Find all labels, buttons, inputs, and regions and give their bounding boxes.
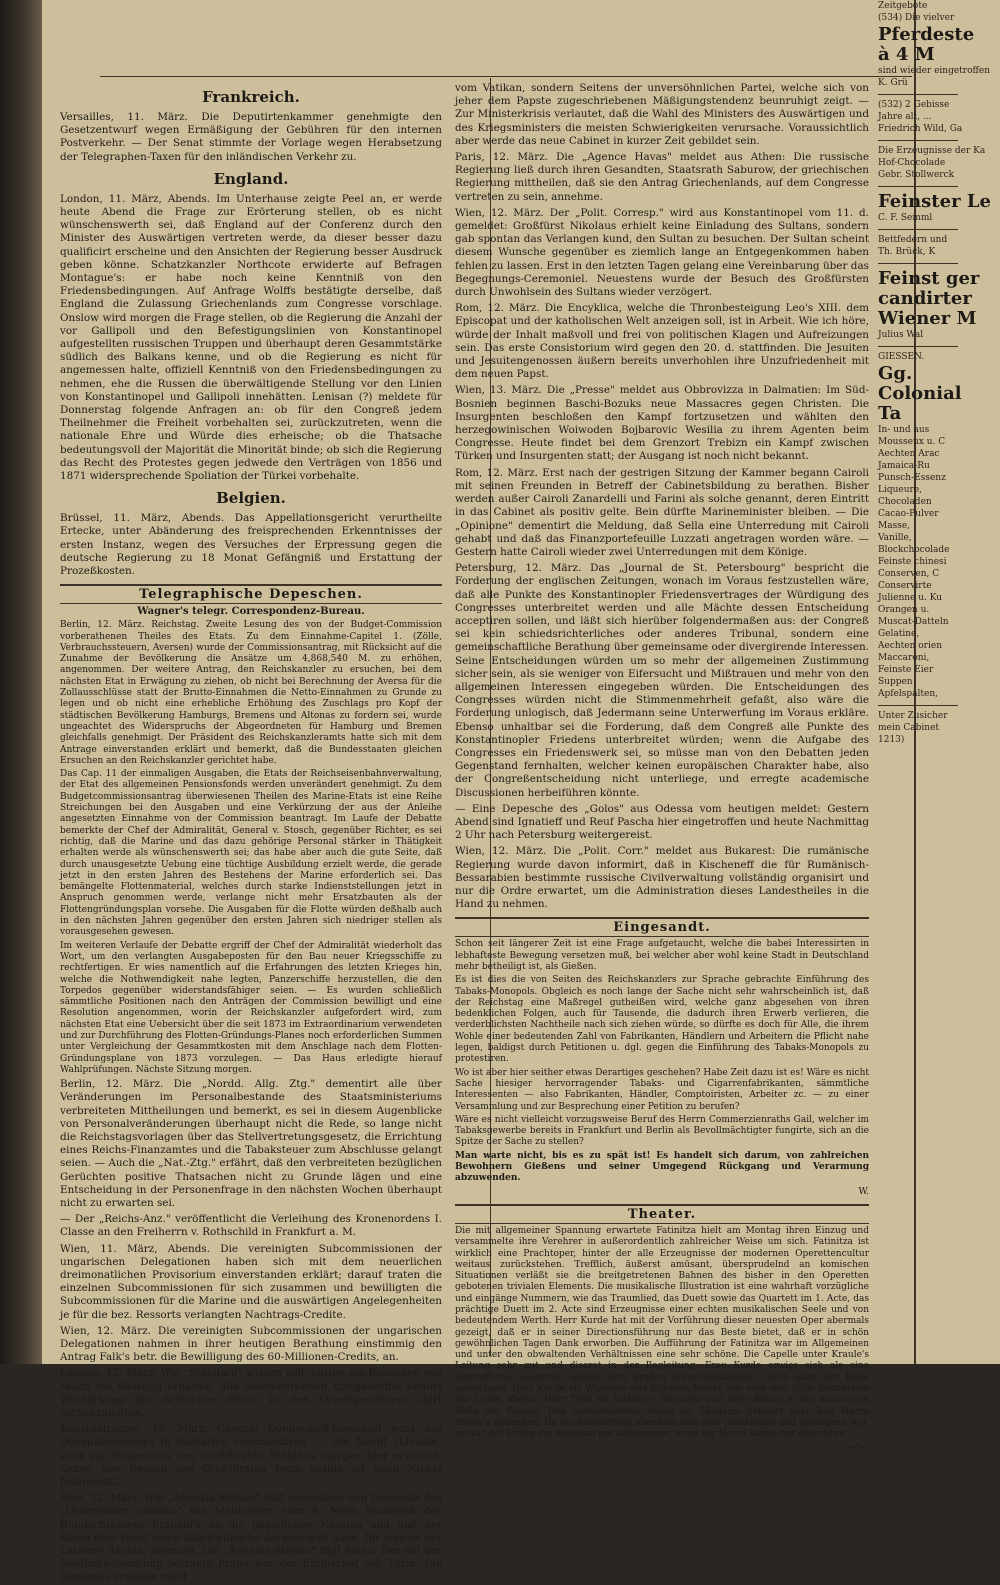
advertisement-line: à 4 M <box>878 44 935 65</box>
advertisement-line: Bettfedern und <box>878 235 948 245</box>
advertisement-line: candirter <box>878 288 972 309</box>
advertisement-line: Masse, <box>878 521 911 531</box>
advertisement-rule <box>878 229 958 230</box>
article-bruessel: Brüssel, 11. März, Abends. Das Appellationsgericht verurtheilte Ertecke, unter Abänderung des freisprechenden Erkenntnisses der ersten Instanz, wegen des Versuches der Erpressung gegen die deutsche Regierung zu 18 Monat Gefängniß und Erstattung der Prozeßkosten. <box>60 512 442 578</box>
section-heading-eingesandt: Eingesandt. <box>455 917 869 937</box>
article-wien-bukarest: Wien, 12. März. Die „Polit. Corr." meldet aus Bukarest: Die rumänische Regierung wurde davon informirt, daß in Kischeneff die für Rumänisch-Bessarabien bestimmte russische Civilverwaltung vollständig organisirt und nur die Ordre erwartet, um die Administration dieses Landestheiles in die Hand zu nehmen. <box>455 845 869 911</box>
advertisement-rule <box>878 705 958 706</box>
article-versailles: Versailles, 11. März. Die Deputirtenkammer genehmigte den Gesetzentwurf wegen Ermäßigung der Gebühren für den internen Postverkehr. — Der Senat stimmte der Vorlage wegen Herabsetzung der Telegraphen-Taxen für den inländischen Verkehr zu. <box>60 111 442 163</box>
advertisement-line: Hof-Chocolade <box>878 158 946 168</box>
advertisement-line: In- und aus <box>878 425 930 435</box>
advertisement-line: Vanille, <box>878 533 912 543</box>
middle-column <box>455 82 869 1453</box>
advertisement-line: Blockchocolade <box>878 545 950 555</box>
advertisement-line: Gg. <box>878 363 913 384</box>
advertisement-line: Friedrich Wild, Ga <box>878 124 963 134</box>
advertisement-line: Cacao-Pulver <box>878 509 939 519</box>
article-petersburg-golos: — Eine Depesche des „Golos" aus Odessa vom heutigen meldet: Gestern Abend sind Ignatieff und Reuf Pascha hier eingetroffen und heute Nachmittag 2 Uhr nach Petersburg weitergereist. <box>455 802 869 842</box>
advertisement-column <box>878 0 991 1364</box>
advertisement-line: Suppen <box>878 677 913 687</box>
letter-paragraph-5: Man warte nicht, bis es zu spät ist! Es handelt sich darum, von zahlreichen Bewohnern Gießens und seiner Umgegend Rückgang und Verarmung abzuwenden. <box>455 1150 869 1184</box>
advertisement-line: C. F. Semml <box>878 213 933 223</box>
advertisement-line: Punsch-Essenz <box>878 473 946 483</box>
letter-signature: W. <box>858 1186 869 1197</box>
advertisement-line: Aechten Arac <box>878 449 940 459</box>
article-berlin-nordd: Berlin, 12. März. Die „Nordd. Allg. Ztg." dementirt alle über Veränderungen im Personalbestande des Staatsministeriums verbreiteten Mittheilungen und bemerkt, es sei in diesem Augenblicke von Personalveränderungen überhaupt nicht die Rede, so lange nicht die Reichstagsvorlagen über das Stellvertretungsgesetz, die Errichtung eines Reichs-Finanzamtes und die Tabaksteuer zum Abschlusse gelangt seien. — Auch die „Nat.-Ztg." erfährt, daß den verbreiteten bezüglichen Gerüchten positive Thatsachen nicht zu Grunde lägen und eine Entscheidung in der Personenfrage in den nächsten Wochen überhaupt nicht zu erwarten sei. <box>60 1078 442 1209</box>
article-london-12: London, 12. März. Wie „Standard" wissen will, hätten die Behörden von Malta die Weisung erhalten, alle heimkehrenden Kriegsschiffe behufs Verstärkung der britischen Flotte in den Orientgewässern dort zurückzuhalten. <box>60 1367 442 1420</box>
article-konstantinopel: Konstantinopel, 12. März. General Dondoukoff-Korsakoff wird das Occupationscorps in Bulgarien commandiren. — Die Nacht „Livadia" wird zur Disposition des Großfürsten Nikolaus morgen hier erwartet. Ueber den Besuch des Großfürsten beim Sultan ist noch Nichts festgesetzt. <box>60 1423 442 1489</box>
advertisement-line: Th. Brück, K <box>878 247 936 257</box>
section-heading-england: England. <box>213 169 289 188</box>
advertisement-line: Feinste Eier <box>878 665 934 675</box>
letter-paragraph-4: Wäre es nicht vielleicht vorzugsweise Beruf des Herrn Commerzienraths Gail, welcher im Tabaksgewerbe bereits in Frankfurt und Berlin als Bevollmächtigter fungirte, sich an die Spitze der Sache zu stellen? <box>455 1114 869 1148</box>
article-wien-presse: Wien, 13. März. Die „Presse" meldet aus Obbrovizza in Dalmatien: Im Süd-Bosnien beginnen Baschi-Bozuks neue Massacres gegen Christen. Die Insurgenten beschloßen den Kampf fortzusetzen und wählten den herzegowinischen Woiwoden Bojbarovic Wesilia zu ihrem Agenten beim Congresse. Heute findet bei dem Grenzort Trebizn ein Kampf zwischen Türken und Insurgenten statt; der Ausgang ist noch nicht bekannt. <box>455 384 869 463</box>
article-rom-cabinet: Rom, 12. März. Erst nach der gestrigen Sitzung der Kammer begann Cairoli mit seinen Freunden in Betreff der Cabinetsbildung zu berathen. Bisher werden außer Cairoli Zanardelli und Farini als solche genannt, deren Eintritt in das Cabinet als positiv gelte. Bein dürfte Marineminister bleiben. — Die „Opinione" dementirt die Meldung, daß Sella eine Unterredung mit Cairoli gehabt und daß das Finanzportefeuille Luzzati angetragen worden wäre. — Gestern hatte Cairoli wieder zwei Unterredungen mit dem Könige. <box>455 466 869 558</box>
advertisement-line: Liqueure, <box>878 485 923 495</box>
section-heading-telegraphische-depeschen: Telegraphische Depeschen. <box>60 584 442 604</box>
section-heading-theater: Theater. <box>455 1204 869 1224</box>
advertisement-line: Pferdeste <box>878 24 975 45</box>
advertisement-line: Chocoladen <box>878 497 932 507</box>
article-berlin-admiralitaet: Im weiteren Verlaufe der Debatte ergriff der Chef der Admiralität wiederholt das Wort, um den verlangten Ausgabeposten für den Bau neuer Kriegsschiffe zu rechtfertigen. Er wies namentlich auf die Erfahrungen des letzten Krieges hin, welche die Nothwendigkeit nahe legten, Panzerschiffe herzustellen, die den Torpedos gegenüber widerstandsfähiger seien. — Es wurden schließlich sämmtliche Positionen nach den Anträgen der Commission bewilligt und eine Resolution angenommen, worin der Reichskanzler aufgefordert wird, zum nächsten Etat eine Uebersicht über die seit 1873 im Extraordinarium verwendeten und zur Durchführung des Flotten-Gründungs-Planes noch erforderlichen Summen unter Vergleichung der Gesammtkosten mit dem Anschlage nach dem Flotten-Gründungsplane von 1873 vorzulegen. — Das Haus erledigte hierauf Wahlprüfungen. Nächste Sitzung morgen. <box>60 940 442 1075</box>
advertisement-line: Feinst ger <box>878 268 980 289</box>
advertisement-line: Gelatine, <box>878 629 920 639</box>
advertisement-line: Die Erzeugnisse der Ka <box>878 146 986 156</box>
article-rom-continued: vom Vatikan, sondern Seitens der unversöhnlichen Partei, welche sich von jeher dem Papste zugeschriebenen Mäßigungstendenz beunruhigt zeigt. — Zur Ministerkrisis verlautet, daß die Wahl des Ministers des Auswärtigen und des Kriegsministers die meisten Schwierigkeiten verursache. Voraussichtlich aber werde das neue Cabinet in kurzer Zeit gebildet sein. <box>455 82 869 147</box>
section-heading-frankreich: Frankreich. <box>202 88 300 106</box>
letter-paragraph-2: Es ist dies die von Seiten des Reichskanzlers zur Sprache gebrachte Einführung des Tabaks-Monopols. Obgleich es noch lange der Sache nicht sehr wahrscheinlich ist, daß der Reichstag eine Maßregel gutheißen wird, welche ganz abgesehen von ihren bedenklichen Folgen, auch für Tausende, die dadurch ihren Erwerb verlieren, die verderblichsten Nachtheile nach sich ziehen würde, so dürfte es doch für Alle, die ihrem Wohle einer bedeutenden Zahl von Fabrikanten, Händlern und Arbeitern die Pflicht nahe legen, baldigst durch Petitionen u. dgl. gegen die Einführung des Tabaks-Monopols zu protestiren. <box>455 975 869 1065</box>
advertisement-line: Feinste chinesi <box>878 557 947 567</box>
advertisement-line: Colonial <box>878 383 962 404</box>
advertisement-line: sind wieder eingetroffen <box>878 66 991 76</box>
advertisement-line: Jahre alt, ... <box>878 112 932 122</box>
advertisement-line: 1213) <box>878 735 905 745</box>
advertisement-rule <box>878 140 958 141</box>
header-rule <box>100 76 912 77</box>
advertisement-line: mein Cabinet <box>878 723 940 733</box>
letter-paragraph-1: Schon seit längerer Zeit ist eine Frage aufgetaucht, welche die babei Interessirten in lebhafteste Bewegung versetzen muß, bei welcher aber wohl keine Stadt in Deutschland mehr betheiligt ist, als Gießen. <box>455 939 869 972</box>
advertisement-line: Aechten orien <box>878 641 942 651</box>
advertisement-line: (532) 2 Gebisse <box>878 100 950 110</box>
advertisement-rule <box>878 94 958 95</box>
advertisement-line: Feinster Le <box>878 191 991 212</box>
article-rom-encyklica: Rom, 12. März. Die Encyklica, welche die Thronbesteigung Leo's XIII. dem Episcopat und der katholischen Welt anzeigen soll, ist in Arbeit. Wie ich höre, würde der Inhalt maßvoll und frei von politischen Klagen und Aufreizungen sein. Das erste Consistorium wird gegen den 20. d. stattfinden. Die Jesuiten und Jesuitengenossen äußern bereits unverhohlen ihre Unzufriedenheit mit dem neuen Papst. <box>455 302 869 381</box>
article-berlin-marine: Das Cap. 11 der einmaligen Ausgaben, die Etats der Reichseisenbahnverwaltung, der Etat des allgemeinen Pensionsfonds werden unverändert genehmigt. Zu dem Budgetcommissionsantrag überwiesenen Theilen des Marine-Etats ist eine Reihe Streichungen bei den Ausgaben und eine Verkürzung der aus der Anleihe angesetzten Einnahme von der Commission beantragt. Im Laufe der Debatte bemerkte der Chef der Admiralität, General v. Stosch, gegenüber Richter, es sei richtig, daß die Marine und das dazu gehörige Personal stärker in Thätigkeit erhalten werde als wünschenswerth sei; das habe aber auch die gute Seite, daß durch unausgesetzte Uebung eine tüchtige Ausbildung erzielt werde, die gerade jetzt in den ersten Jahren des Bestehens der Marine erforderlich sei. Das bemängelte Flottenmaterial, welches durch starke Indienststellungen jetzt in Anspruch genommen werde, verlange nicht mehr Ersatzbauten als der Flottengründungsplan vorsehe. Die Ausgaben für die Flotte würden deßhalb auch in den nächsten Jahren gegenüber den ersten Jahren sich niedriger stellen als vorausgesehen gewesen. <box>60 769 442 938</box>
advertisement-line: (534) Die vielver <box>878 13 955 23</box>
letter-paragraph-3: Wo ist aber hier seither etwas Derartiges geschehen? Habe Zeit dazu ist es! Wäre es nicht Sache hiesiger hervorragender Tabaks- und Cigarrenfabrikanten, sämmtliche Interessenten — also Fabrikanten, Händler, Comptoiristen, Arbeiter zc. — zu einer Versammlung und zur Besprechung einer Petition zu berufen? <box>455 1067 869 1112</box>
article-petersburg: Petersburg, 12. März. Das „Journal de St. Petersbourg" bespricht die Forderung der englischen Zeitungen, wonach im Voraus festzustellen wäre, daß alle Punkte des Konstantinopler Friedensvertrages der Würdigung des Congresses unterbreitet werden und alle Mächte dessen Entscheidung acceptiren sollen, und läßt sich hierüber folgendermaßen aus: der Congreß sei kein schiedsrichterliches oder anderes Tribunal, sondern eine gemeinschaftliche Berathung über gemeinsame oder divergirende Interessen. Seine Entscheidungen würden um so mehr der allgemeinen Zustimmung sicher sein, als sie weniger von Eifersucht und Mißtrauen und mehr von den allgemeinen Interessen eingegeben würden. Die Entscheidungen des Congresses würden nicht die Stimmenmehrheit gefaßt, also wäre die Forderung unlogisch, daß Jedermann seine Unterwerfung im Voraus erkläre. Ebenso unhaltbar sei die Forderung, daß dem Congreß alle Punkte des Konstantinopler Friedens unterbreitet würden; wenn die Aufgabe des Congresses ein Friedenswerk sei, so müsse man von den Debatten jeden Gegenstand fernhalten, welcher keinen europäischen Charakter habe, also der Congreßentscheidung nicht unterliege, und erregte academische Discussionen herbeiführen könnte. <box>455 562 869 799</box>
advertisement-line: Ta <box>878 403 902 424</box>
section-heading-belgien: Belgien. <box>216 489 286 508</box>
advertisement-line: Conserven, C <box>878 569 940 579</box>
article-wien-12: Wien, 12. März. Die vereinigten Subcommissionen der ungarischen Delegationen nahmen in ihrer heutigen Berathung einstimmig den Antrag Falk's betr. die Bewilligung des 60-Millionen-Credits, an. <box>60 1324 442 1364</box>
article-berlin-reichsanz: — Der „Reichs-Anz." veröffentlicht die Verleihung des Kronenordens I. Classe an den Freiherrn v. Rothschild in Frankfurt a. M. <box>60 1213 442 1239</box>
advertisement-line: Mousseux u. C <box>878 437 946 447</box>
article-wien-polit-corresp: Wien, 12. März. Der „Polit. Corresp." wird aus Konstantinopel vom 11. d. gemeldet: Großfürst Nikolaus erhielt keine Einladung des Sultans, sondern gab spontan das Verlangen kund, den Sultan zu besuchen. Der Sultan scheint diesem Wunsche gegenüber es ziemlich lange an Entgegenkommen haben fehlen zu lassen. Erst in den letzten Tagen gelang eine Vereinbarung über das Begegnungs-Ceremoniel. Neuestens wurde der Besuch des Großfürsten durch Unwohlsein des Sultans wieder verzögert. <box>455 206 869 299</box>
advertisement-line: Gebr. Stollwerck <box>878 170 955 180</box>
article-berlin-reichstag: Berlin, 12. März. Reichstag. Zweite Lesung des von der Budget-Commission vorberathenen Theiles des Etats. Zu dem Einnahme-Capitel 1. (Zölle, Verbrauchssteuern, Aversen) wurde der Commissionsantrag, mit Rücksicht auf die Zunahme der Bevölkerung die Ansätze um 4,868,540 M. zu erhöhen, angenommen. Der weitere Antrag, den Reichskanzler zu ersuchen, bei dem nächsten Etat in Erwägung zu ziehen, ob nicht bei Berechnung der Aversa für die Zollausschlüsse statt der Brutto-Einnahmen die Netto-Einnahmen zu Grunde zu legen und ob nicht eine erhebliche Erhöhung des Zuschlags pro Kopf der städtischen Bevölkerung Hamburgs, Bremens und Altonas zu fordern sei, wurde ungeachtet des Widerspruchs der Abgeordneten für Hamburg und Bremen gleichfalls genehmigt. Der Präsident des Reichskanzleramts hatte sich mit dem Antrage einverstanden erklärt und bemerkt, daß die Bundesstaaten gleichen Ersuchen an den Reichskanzler gerichtet habe. <box>60 620 442 766</box>
article-london: London, 11. März, Abends. Im Unterhause zeigte Peel an, er werde heute Abend die Frage zur Erörterung stellen, ob es nicht wünschenswerth sei, daß England auf der Conferenz durch den Minister des Auswärtigen vertreten werde, da dieser besser dazu qualificirt erscheine und den Ansichten der Regierung besser Ausdruck geben könne. Schatzkanzler Northcote erwiderte auf Befragen Montague's: er habe noch keine Kenntniß von den Friedensbedingungen. Auf Anfrage Wolffs bestätigte derselbe, daß England die Zulassung Griechenlands zum Congresse vorschlage. Onslow wird morgen die Frage stellen, ob die Regierung die Anzahl der vor Gallipoli und den Befestigungslinien von Konstantinopel aufgestellten russischen Truppen und überhaupt deren Gesammtstärke südlich des Balkans kenne, und ob die Regierung es nicht für angemessen halte, offiziell Kenntniß von den Friedensbedingungen zu nehmen, ehe die Russen die überwältigende Stellung vor den Linien von Konstantinopel und Gallipoli innehätten. Lenisan (?) meldete für Donnerstag folgende Anfragen an: ob für den Congreß jedem Theilnehmer die Freiheit vorbehalten sei, zurückzutreten, wenn die nationale Ehre und Würde dies erheische; ob die Thatsache bedeutungsvoll der Majorität die Minorität binde; ob sich die Regierung das Recht des Protestes gegen jedwede den Verträgen von 1856 und 1871 widersprechende Spoliation der Türkei vorbehalte. <box>60 192 442 483</box>
advertisement-line: GIESSEN. <box>878 352 925 362</box>
advertisement-list <box>878 1 991 746</box>
advertisement-line: Jamaica-Ru <box>878 461 930 471</box>
advertisement-line: Zeitgebote <box>878 1 928 11</box>
left-column <box>60 82 442 1584</box>
theater-review: Die mit allgemeiner Spannung erwartete Fatinitza hielt am Montag ihren Einzug und versammelte ihre Verehrer in außerordentlich zahlreicher Weise um sich. Fatinitza ist wirklich eine Prachtoper, hinter der alle Erzeugnisse der modernen Operettencultur weitaus zurückstehen. Trefflich, äußerst amüsant, übersprudelnd an komischen Situationen verläßt sie die breitgetretenen Bahnen des bisher in den Operetten gebotenen trivialen Elements. Die musikalische Illustration ist eine wahrhaft vorzügliche und eingänge Nummern, wie das Traumlied, das Duett sowie das Quartett im 1. Acte, das prächtige Duett im 2. Acte sind Erzeugnisse einer echten musikalischen Seele und von bedeutendem Werth. Herr Kurde hat mit der Vorführung dieser neuesten Oper abermals gezeigt, daß er in seiner Directionsführung nur das Beste bietet, daß er in schön gewöhnlichen Tagen Dank erworben. Die Aufführung der Fatinitza war im Allgemeinen und unter den obwaltenden Verhältnissen eine sehr schöne. Die Capelle unter Kraule's Leitung sehr gut und discret in der Begleitung. Frau Kurde erwies sich als eine vortreffliche Sängerin, welche ihre großen Wirkungsfähigkeit, auch ganz der Rolle gewachsen. Herr Kurde als Wladimir und Fräulein Weber war eine sehr liebe Vertreterin der Lydia, ebenso Herr Telle als tüchtiger Reporter und Herr Beinel in der komischen Rolle des Pascha. Den bedeutendsten Anteil als Sängerin gebührt aber hier Herrn Bömly's gedenken. Da die Ausstattung ebenfalls eine sehr anständige und gelungene war, so war der Erfolg der Fatinitza ein allgemeiner, wozu wir Herrn Kurde nur gratuliren. <box>455 1225 869 1440</box>
advertisement-line: Julius Wal <box>878 330 924 340</box>
advertisement-line: Maccaroni, <box>878 653 930 663</box>
theater-signature: —?— <box>846 1442 869 1453</box>
advertisement-line: K. Grü <box>878 78 908 88</box>
advertisement-line: Orangen u. <box>878 605 930 615</box>
advertisement-line: Wiener M <box>878 308 977 329</box>
article-rom-12: Rom, 12. März. Wie „Agenzia Stefani" hält gegenüber den Dementis des „Osservatore romano" die Meldungen vom 8. März bezüglich des Rundschreibens Franchi's an die päpstlichen Nuntien und daß der König dem Papst seine Glückwünsche dargebracht habe, für welche der Letztere dankte, aufrecht. Die „Agenzia Stefani" fügt hinzu: Der mit der Beglückwünschung betraute Prälat war der Erzbischof von Turin. Die Dementis erfolgen nicht <box>60 1492 442 1584</box>
advertisement-rule <box>878 263 958 264</box>
advertisement-line: Unter Zusicher <box>878 711 948 721</box>
book-spine <box>0 0 42 1364</box>
article-wien-11: Wien, 11. März, Abends. Die vereinigten Subcommissionen der ungarischen Delegationen haben sich mit dem neuerlichen dreimonatlichen Provisorium einverstanden erklärt; darauf traten die einzelnen Subcommissionen für sich zusammen und bewilligten die Subcommissionen für die Marine und die auswärtigen Angelegenheiten je für die bez. Ressorts verlangten Nachtrags-Credite. <box>60 1242 442 1321</box>
bureau-heading: Wagner's telegr. Correspondenz-Bureau. <box>137 606 365 618</box>
advertisement-line: Julienne u. Ku <box>878 593 943 603</box>
advertisement-line: Conservirte <box>878 581 932 591</box>
advertisement-line: Muscat-Datteln <box>878 617 949 627</box>
advertisement-line: Apfelspalten, <box>878 689 939 699</box>
article-paris: Paris, 12. März. Die „Agence Havas" meldet aus Athen: Die russische Regierung ließ durch ihren Gesandten, Staatsrath Saburow, der griechischen Regierung mittheilen, daß sie den Antrag Griechenlands, auf dem Congresse vertreten zu sein, annehme. <box>455 151 869 203</box>
advertisement-rule <box>878 346 958 347</box>
advertisement-rule <box>878 186 958 187</box>
